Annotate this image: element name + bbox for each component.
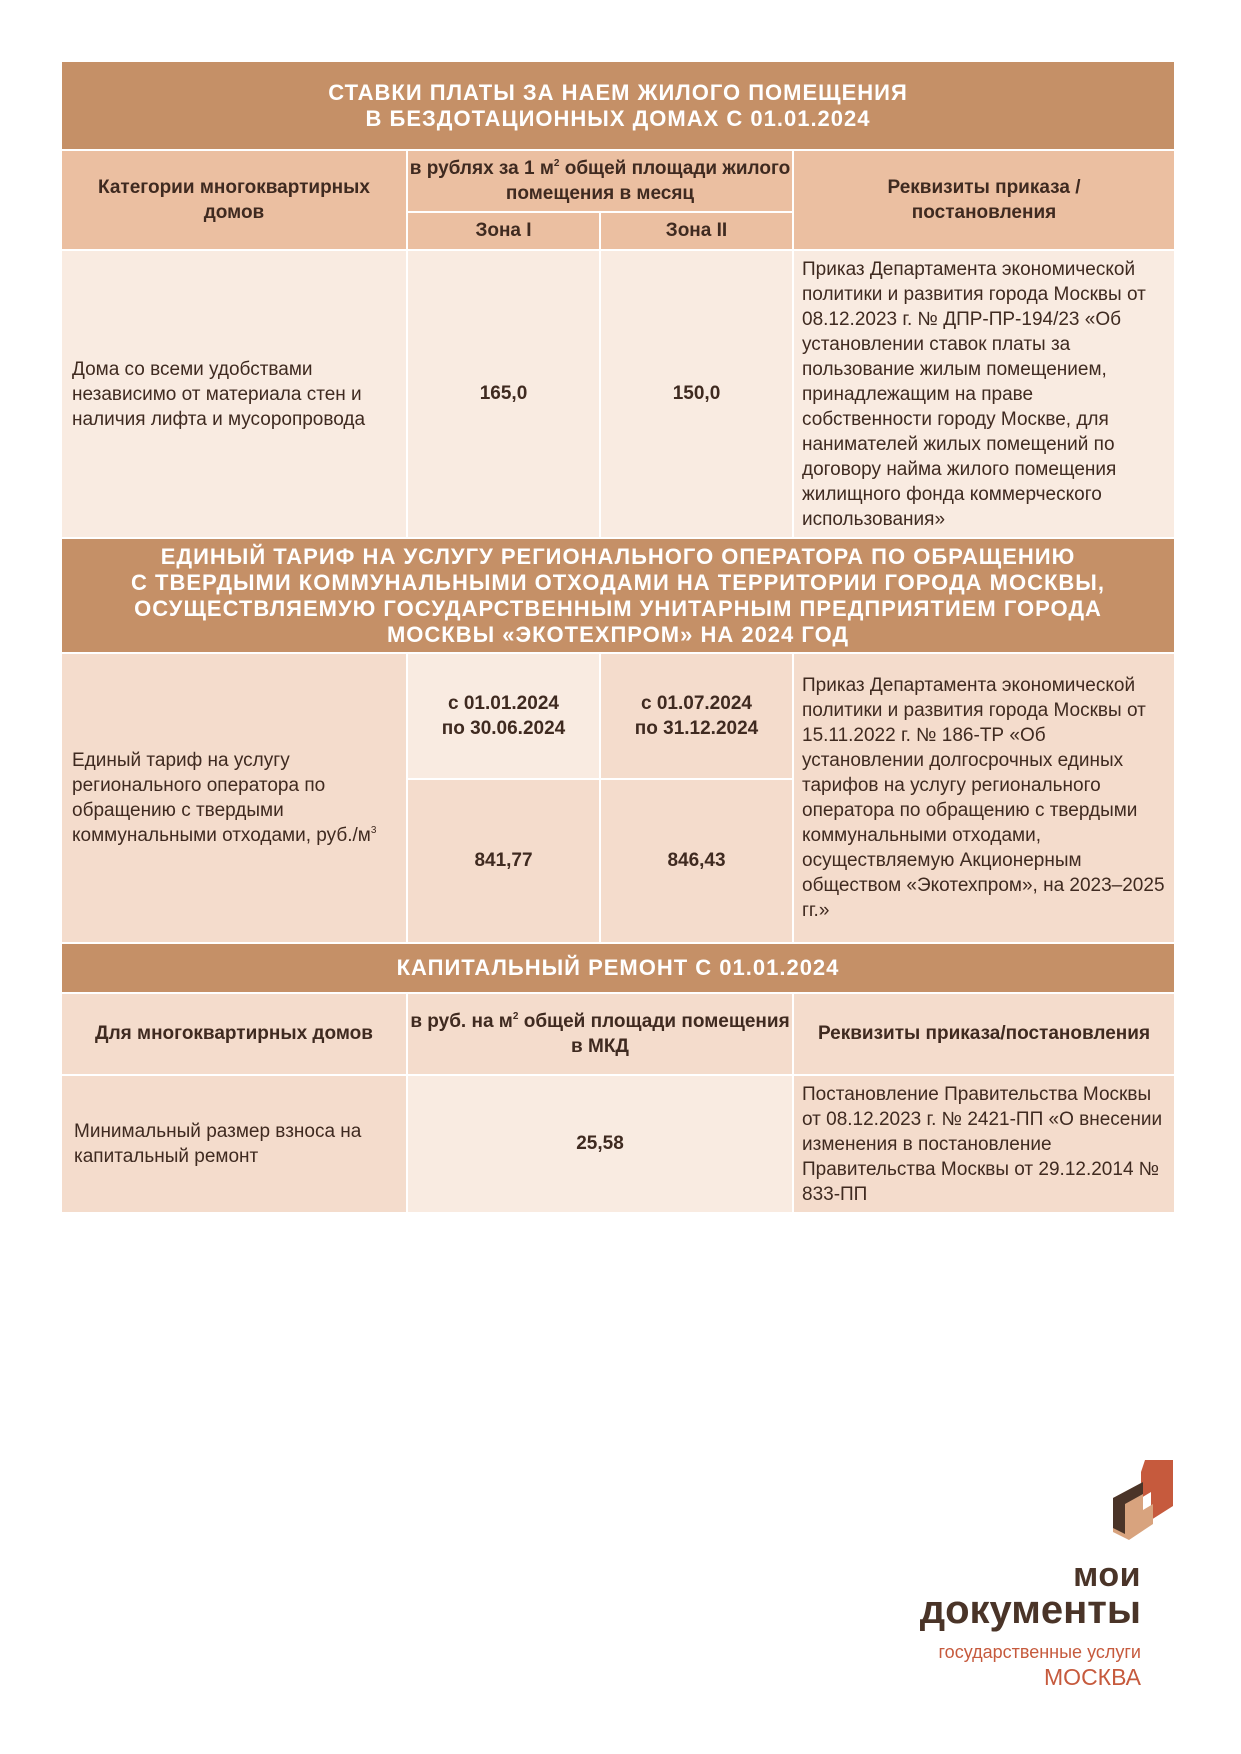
section1-requisites: Приказ Департамента экономической политики и развития города Москвы от 08.12.2023 г. № ДПР-ПР-194/23 «Об установлении ставок платы за пользование жилым помещением, принадлежащим на праве собственности городу Москве, для нанимателей жилых помещений по договору найма жилого помещения жилищного фонда коммерческого использования» — [793, 250, 1175, 538]
logo-word-gosuslugi: государственные услуги — [938, 1642, 1141, 1662]
section2-value1: 841,77 — [407, 779, 600, 943]
section2-value2: 846,43 — [600, 779, 793, 943]
section2-period2 — [600, 653, 793, 779]
section3-col-rate-sup: 2 — [512, 1011, 519, 1022]
section1-row-category: Дома со всеми удобствами независимо от материала стен и наличия лифта и мусоропровода — [61, 250, 407, 538]
logo-mark-icon — [1111, 1458, 1175, 1544]
section1-zone1-value: 165,0 — [407, 250, 600, 538]
section3-col-category: Для многоквартирных домов — [61, 993, 407, 1075]
section2-title-line3: ОСУЩЕСТВЛЯЕМУЮ ГОСУДАРСТВЕННЫМ УНИТАРНЫМ ПРЕДПРИЯТИЕМ ГОРОДА — [134, 595, 1102, 621]
zone1-header: Зона I — [407, 212, 600, 250]
section2-title-line4: МОСКВЫ «ЭКОТЕХПРОМ» НА 2024 ГОД — [386, 621, 850, 647]
section3-row-value: 25,58 — [407, 1075, 793, 1213]
section3-title: КАПИТАЛЬНЫЙ РЕМОНТ С 01.01.2024 — [61, 943, 1175, 993]
section1-col-rate-sup: 2 — [553, 158, 560, 169]
section2-requisites: Приказ Департамента экономической политики и развития города Москвы от 15.11.2022 г. № 186-ТР «Об установлении долгосрочных единых тарифов на услугу регионального оператора по обращению с твердыми коммунальными отходами, осуществляемую Акционерным обществом «Экотехпром», на 2023–2025 гг.» — [793, 653, 1175, 943]
section2-period1 — [407, 653, 600, 779]
section2-title-line2: С ТВЕРДЫМИ КОММУНАЛЬНЫМИ ОТХОДАМИ НА ТЕРРИТОРИИ ГОРОДА МОСКВЫ, — [131, 569, 1105, 595]
section1-col-category: Категории многоквартирных домов — [61, 150, 407, 250]
section2-row-category-text: Единый тариф на услугу регионального оператора по обращению с твердыми коммунальными отходами, руб./м — [72, 750, 371, 846]
zone2-header: Зона II — [600, 212, 793, 250]
section1-title — [61, 61, 1175, 150]
moi-dokumenty-logo — [900, 1458, 1185, 1690]
tariffs-table — [60, 60, 1176, 1214]
logo-word-moi: мои — [1073, 1556, 1141, 1594]
section2-period1-line2: по 30.06.2024 — [441, 718, 566, 739]
section3-requisites: Постановление Правительства Москвы от 08.12.2023 г. № 2421-ПП «О внесении изменения в постановление Правительства Москвы от 29.12.2014 № 833-ПП — [793, 1075, 1175, 1213]
logo-word-moskva: МОСКВА — [1044, 1664, 1141, 1690]
section1-col-requisites: Реквизиты приказа / постановления — [793, 150, 1175, 250]
section2-row-category-sup: 3 — [370, 825, 377, 836]
section2-period2-line1: с 01.07.2024 — [641, 693, 752, 714]
section1-zone2-value: 150,0 — [600, 250, 793, 538]
section1-col-rate-suffix: общей площади жилого помещения в месяц — [505, 158, 791, 204]
section2-period2-line2: по 31.12.2024 — [634, 718, 759, 739]
logo-word-dokumenty: документы — [919, 1588, 1141, 1632]
section2-title — [61, 538, 1175, 653]
section3-col-requisites: Реквизиты приказа/постановления — [793, 993, 1175, 1075]
section3-row-category: Минимальный размер взноса на капитальный ремонт — [61, 1075, 407, 1213]
section2-row-category — [61, 653, 407, 943]
section2-title-line1: ЕДИНЫЙ ТАРИФ НА УСЛУГУ РЕГИОНАЛЬНОГО ОПЕРАТОРА ПО ОБРАЩЕНИЮ — [160, 543, 1076, 569]
section3-col-rate-prefix: в руб. на м — [410, 1011, 513, 1032]
section1-title-line1: СТАВКИ ПЛАТЫ ЗА НАЕМ ЖИЛОГО ПОМЕЩЕНИЯ — [328, 79, 908, 105]
section1-title-line2: В БЕЗДОТАЦИОННЫХ ДОМАХ С 01.01.2024 — [365, 105, 871, 131]
section1-col-rate-prefix: в рублях за 1 м — [409, 158, 554, 179]
section2-period1-line1: с 01.01.2024 — [448, 693, 559, 714]
section3-col-rate — [407, 993, 793, 1075]
section3-col-rate-suffix: общей площади помещения в МКД — [518, 1011, 790, 1057]
section1-col-rate — [407, 150, 793, 212]
